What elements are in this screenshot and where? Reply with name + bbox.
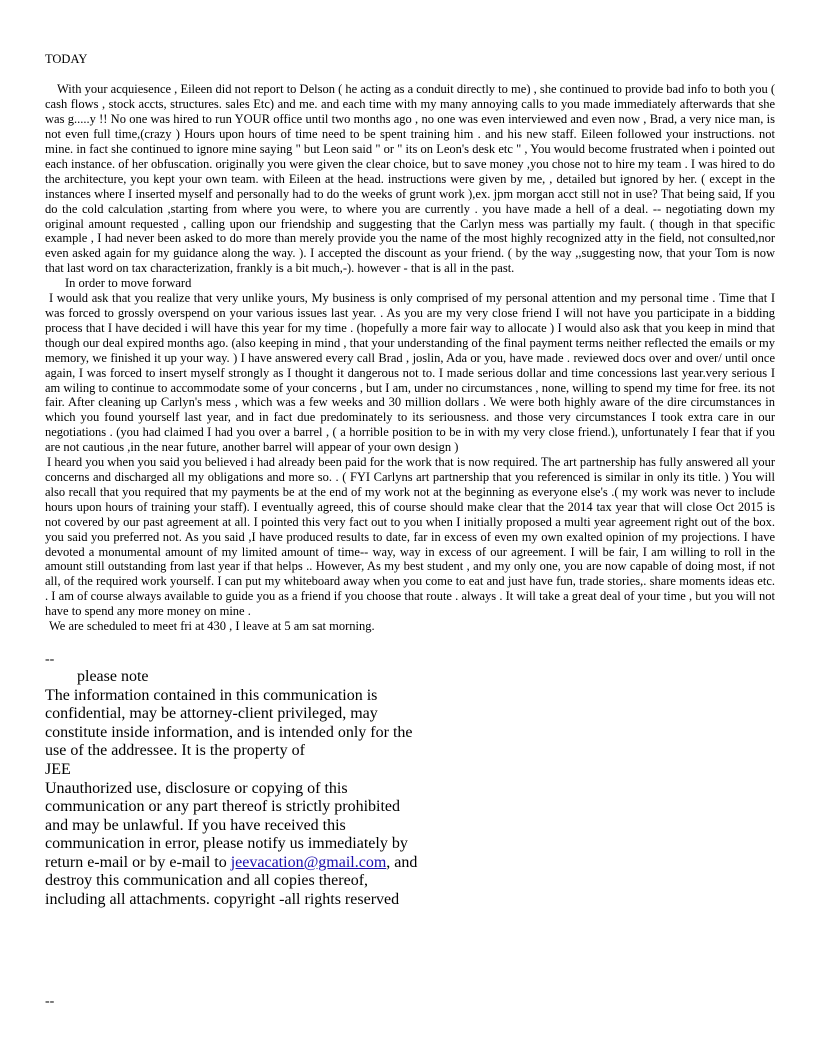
disclaimer-text-2-end: , and destroy this communication and all copies thereof, including all attachments. copyright -all rights reserved [45,853,418,909]
email-body [45,82,775,634]
body-paragraph-3: I would ask that you realize that very unlike yours, My business is only comprised of my personal attention and my personal time . Time that I was forced to grossly overspend on your various issues last year. . As you are my very close friend I will not have you participate in a bidding process that I have decided i will have this year for my time . (hopefully a more fair way to allocate ) I would also ask that you keep in mind that though our deal expired months ago. (also keeping in mind , that your understanding of the final payment terms neither reflected the emails or my memory, we finished it up your way. ) I have answered every call Brad , joslin, Ada or you, have made . reviewed docs over and over/ until once again, I was forced to insert myself strongly as I thought it dangerous not to. I made serious dollar and time concessions last year.very serious I am wiling to continue to accommodate some of your concerns , but I am, under no circumstances , none, willing to spend my time for free. its not fair. After cleaning up Carlyn's mess , which was a few weeks and 30 million dollars . We were both highly aware of the dire circumstances in which you found yourself last year, and in fact due predominately to its seriousness. and those very circumstances I took extra care in our negotiations . (you had claimed I had you over a barrel , ( a horrible position to be in with my very close friend.), unfortunately I fear that if you are not cautious ,in the near future, another barrel will appear of your own design ) [45,291,775,455]
email-document [45,52,775,910]
document-heading: TODAY [45,52,88,66]
body-paragraph-5: We are scheduled to meet fri at 430 , I leave at 5 am sat morning. [49,619,375,634]
disclaimer-owner: JEE [45,760,71,778]
confidentiality-disclaimer [45,668,425,910]
signature-separator: -- [45,651,55,667]
disclaimer-text-2 [45,780,425,910]
email-link[interactable]: jeevacation@gmail.com [230,853,387,871]
disclaimer-text-1: The information contained in this communication is confidential, may be attorney-client privileged, may constitute inside information, and is intended only for the use of the addressee. It is the property of [45,686,413,760]
disclaimer-title: please note [77,667,149,685]
disclaimer-text-2-start: Unauthorized use, disclosure or copying of this communication or any part thereof is strictly prohibited and may be unlawful. If you have received this communication in error, please notify us immediately by return e-mail or by e-mail to [45,779,408,871]
body-paragraph-1: With your acquiesence , Eileen did not report to Delson ( he acting as a conduit directly to me) , she continued to provide bad info to both you ( cash flows , stock accts, structures. sales Etc) and me. and each time with my many annoying calls to you made immediately afterwards that she was g.....y !! No one was hired to run YOUR office until two months ago , no one was even interviewed and even now , Brad, a very nice man, is not even full time,(crazy ) Hours upon hours of time need to be spent training him . and his new staff. Eileen followed your instructions. not mine. in fact she continued to ignore mine saying " but Leon said " or " its on Leon's desk etc " , You would become frustrated when i pointed out each instance. of her obfuscation. originally you were given the clear choice, but to save money ,you chose not to hire my team . I was hired to do the architecture, you kept your own team. with Eileen at the head. instructions were given by me, , detailed but ignored by her. ( except in the instances where I inserted myself and personally had to do the weeks of grunt work ),ex. jpm morgan acct still not in use? That being said, If you do the cold calculation ,starting from where you were, to where you are currently . you have made a hell of a deal. -- negotiating down my original amount requested , calling upon our friendship and suggesting that the Carlyn mess was partially my fault. ( though in that specific example , I had never been asked to do more than merely provide you the name of the most highly recognized atty in the field, not consulted,nor even asked again for my guidance along the way. ). I accepted the discount as your friend. ( by the way ,,suggesting now, that your Tom is now that last word on tax characterization, frankly is a bit much,-). however - that is all in the past. [45,82,775,276]
body-paragraph-2: In order to move forward [65,276,192,291]
body-paragraph-4: I heard you when you said you believed i had already been paid for the work that is now required. The art partnership has fully answered all your concerns and discharged all my obligations and more so. . ( FYI Carlyns art partnership that you referenced is similar in only its title. ) You will also recall that you required that my payments be at the end of my work not at the beginning as everyone else's .( my work was never to include hours upon hours of training your staff). I eventually agreed, this of course should make clear that the 2014 tax year that will close Oct 2015 is not covered by our past agreement at all. I pointed this very fact out to you when I initially proposed a multi year agreement right out of the box. you said you preferred not. As you said ,I have produced results to date, far in excess of even my own exalted opinion of my projections. I have devoted a monumental amount of my limited amount of time-- way, way in excess of our agreement. I will be fair, I am willing to roll in the amount still outstanding from last year if that helps .. However, As my best student , and my only one, you are now capable of doing most, if not all, of the required work yourself. I can put my whiteboard away when you come to eat and just have fun, trade stories,. share moments ideas etc. . I am of course always available to guide you as a friend if you choose that route . always . It will take a great deal of your time , but you will not have to spend any more money on mine . [45,455,775,619]
bottom-separator: -- [45,994,55,1009]
